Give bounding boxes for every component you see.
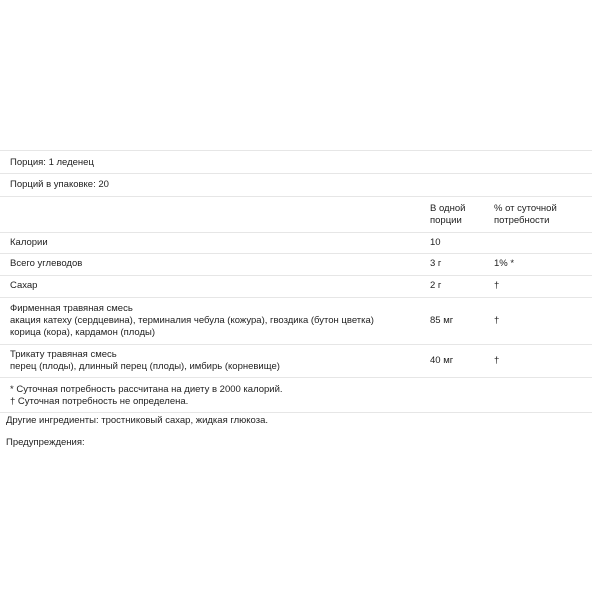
trikatu-blend-dv: † — [494, 355, 500, 366]
footnotes — [10, 384, 283, 408]
sugar-amount: 2 г — [430, 280, 442, 291]
total-carbs-amount: 3 г — [430, 258, 442, 269]
daily-value-header — [494, 203, 557, 227]
trikatu-blend-ingredients: перец (плоды), длинный перец (плоды), имбирь (корневище) — [10, 361, 280, 372]
supplement-facts-table — [0, 150, 592, 413]
trikatu-blend-title: Трикату травяная смесь — [10, 349, 117, 360]
proprietary-blend-description — [10, 303, 374, 339]
serving-size-label: Порция: 1 леденец — [10, 157, 94, 168]
trikatu-blend-description — [10, 349, 280, 373]
calories-row — [0, 232, 592, 253]
proprietary-blend-ingredients-line2: корица (кора), кардамон (плоды) — [10, 327, 156, 338]
footnote-not-established: † Суточная потребность не определена. — [10, 396, 189, 407]
servings-per-container-label: Порций в упаковке: 20 — [10, 179, 109, 190]
proprietary-blend-amount: 85 мг — [430, 315, 454, 326]
proprietary-blend-ingredients-line1: акация катеху (сердцевина), терминалия чебула (кожура), гвоздика (бутон цветка) — [10, 315, 374, 326]
footnote-daily-value: * Суточная потребность рассчитана на диету в 2000 калорий. — [10, 384, 283, 395]
total-carbs-row — [0, 253, 592, 275]
calories-amount: 10 — [430, 237, 441, 248]
amount-per-serving-header — [430, 203, 465, 227]
column-header-row — [0, 196, 592, 232]
warnings-label: Предупреждения: — [6, 437, 85, 448]
supplement-facts-panel — [0, 150, 600, 448]
calories-label: Калории — [10, 237, 48, 248]
servings-per-container-row — [0, 173, 592, 196]
total-carbs-label: Всего углеводов — [10, 258, 83, 269]
footnotes-row — [0, 377, 592, 412]
proprietary-blend-dv: † — [494, 315, 500, 326]
trikatu-blend-amount: 40 мг — [430, 355, 454, 366]
other-ingredients: Другие ингредиенты: тростниковый сахар, жидкая глюкоза. — [6, 415, 269, 426]
amount-header-line2: порции — [430, 215, 462, 226]
sugar-label: Сахар — [10, 280, 38, 291]
amount-header-line1: В одной — [430, 203, 466, 214]
dv-header-line1: % от суточной — [494, 203, 557, 214]
trikatu-blend-row — [0, 344, 592, 377]
dv-header-line2: потребности — [494, 215, 550, 226]
sugar-dv: † — [494, 280, 500, 291]
total-carbs-dv: 1% * — [494, 258, 515, 269]
proprietary-blend-title: Фирменная травяная смесь — [10, 303, 133, 314]
sugar-row — [0, 275, 592, 297]
proprietary-blend-row — [0, 297, 592, 344]
serving-size-row — [0, 151, 592, 173]
